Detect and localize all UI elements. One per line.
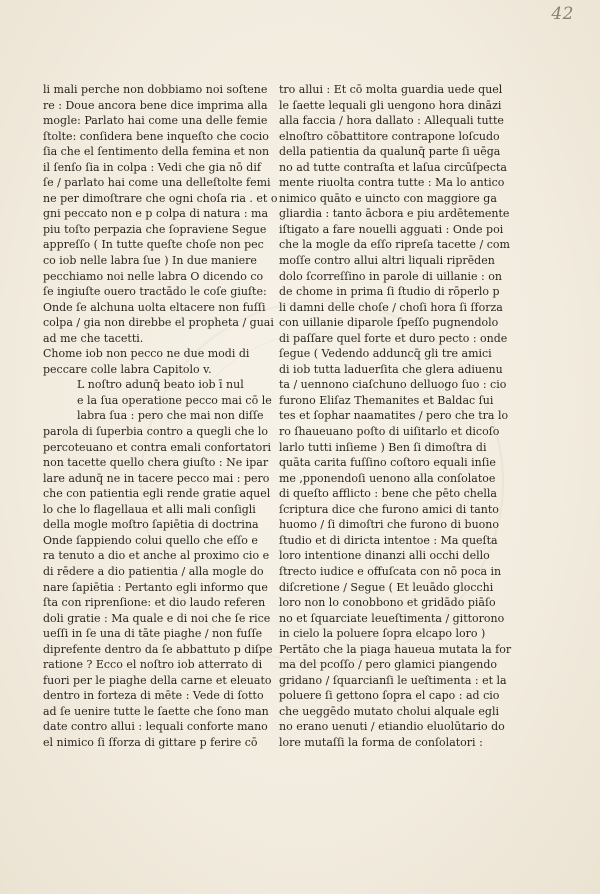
text-line: di paſſare quel forte et duro pecto : onde <box>279 331 508 345</box>
text-line: iſtigato a fare nouelli agguati : Onde poi <box>279 222 504 236</box>
text-line: ſe ingiuſte ouero tractādo le coſe giuſte: <box>43 285 267 299</box>
text-line: furono Eliſaz Themanites et Baldac ſui <box>279 393 494 407</box>
text-line: di queſto afflicto : bene che pēto chella <box>279 487 497 501</box>
folio-number: 42 <box>551 4 574 24</box>
text-line: pecchiamo noi nelle labra O dicendo co <box>43 269 264 283</box>
text-line: ueſſi in ſe una di tāte piaghe / non fuſſe <box>43 627 263 641</box>
text-line: lare adunq̄ ne in tacere pecco mai : pero <box>43 471 270 485</box>
text-line: lo che lo flagellaua et alli mali conſigli <box>43 502 256 516</box>
text-line: le ſaette lequali gli uengono hora dināzi <box>279 98 502 112</box>
text-line: in cielo la poluere ſopra elcapo loro ) <box>279 627 486 641</box>
text-line: li mali perche non dobbiamo noi soſtene <box>43 83 268 96</box>
text-line: ſia che el ſentimento della femina et non <box>43 145 270 159</box>
text-line: ne per dimoſtrare che ogni choſa ria . et o <box>43 191 278 205</box>
text-line: gliardia : tanto ācbora e piu ardētemente <box>279 207 510 221</box>
text-line: mente riuolta contra tutte : Ma lo antico <box>279 176 505 190</box>
text-line: tro allui : Et cō molta guardia uede quel <box>279 83 503 96</box>
text-line: ro ſhaueuano poſto di uiſitarlo et dicoſo <box>279 425 500 439</box>
text-line: ſcriptura dice che furono amici di tanto <box>279 502 499 516</box>
text-line: doli gratie : Ma quale e di noi che ſe rice <box>43 611 271 625</box>
text-line: lore mutaſſi la forma de conſolatori : <box>279 735 483 749</box>
text-line: co iob nelle labra ſue ) In due maniere <box>43 254 257 268</box>
text-line: ta / uennono ciaſchuno delluogo ſuo : cio <box>279 378 507 392</box>
text-line: elnoſtro cōbattitore contrapone loſcudo <box>279 129 500 143</box>
text-line: nimico quāto e uincto con maggiore ga <box>279 191 497 205</box>
text-line: ratione ? Ecco el noſtro iob atterrato di <box>43 658 263 672</box>
left-text-column <box>43 82 278 751</box>
text-line: diſcretione / Segue ( Et leuādo glocchi <box>279 580 494 594</box>
text-line: percoteuano et contra emali confortatori <box>43 440 272 454</box>
text-line: peccare colle labra Capitolo v. <box>43 362 212 376</box>
text-line: Onde ſe alchuna uolta eltacere non fuſſi <box>43 300 266 314</box>
text-line: piu toſto perpazia che ſopraviene Segue <box>43 222 267 236</box>
text-line: che ueggēdo mutato cholui alquale egli <box>279 704 499 718</box>
text-line: quāta carita fuſſino coſtoro equali inſie <box>279 456 496 470</box>
text-line: gridano / ſquarcianſi le ueſtimenta : et la <box>279 673 507 687</box>
text-line: labra ſua : pero che mai non diſſe <box>77 409 264 423</box>
text-line: ſtolte: conſidera bene inqueſto che cocio <box>43 129 269 143</box>
text-line: dolo ſcorreſſino in parole di uillanie : on <box>279 269 502 283</box>
text-line: huomo / ſi dimoſtri che furono di buono <box>279 518 500 532</box>
text-line: me ,pponendoſi uenono alla conſolatoe <box>279 471 496 485</box>
text-line: no erano uenuti / etiandio eluolūtario do <box>279 720 505 734</box>
text-line: de chome in prima ſi ſtudio di rōperlo p <box>279 285 500 299</box>
text-line: parola di ſuperbia contro a quegli che lo <box>43 425 269 439</box>
text-line: ſe / parlato hai come una delleſtolte femi <box>43 176 271 190</box>
text-line: el nimico ſi ſforza di gittare p ferire cō <box>43 735 258 749</box>
text-line: di rēdere a dio patientia / alla mogle do <box>43 564 264 578</box>
text-line: ma del pcoſſo / pero glamici piangendo <box>279 658 498 672</box>
text-line: ſegue ( Vedendo adduncq̄ gli tre amici <box>279 347 492 361</box>
text-line: tes et ſophar naamatites / pero che tra lo <box>279 409 509 423</box>
text-line: ad ſe uenire tutte le ſaette che ſono man <box>43 704 269 718</box>
text-line: mogle: Parlato hai come una delle femie <box>43 114 268 128</box>
text-line: ad me che tacetti. <box>43 331 144 345</box>
text-line: Pertāto che la piaga haueua mutata la for <box>279 642 512 656</box>
text-line: non tacette quello chera giuſto : Ne ipar <box>43 456 269 470</box>
text-line: ra tenuto a dio et anche al proximo cio e <box>43 549 270 563</box>
text-line: che la mogle da eſſo ripreſa tacette / com <box>279 238 510 252</box>
text-line: loro intentione dinanzi alli occhi dello <box>279 549 490 563</box>
text-line: della patientia da qualunq̄ parte ſi uēga <box>279 145 501 159</box>
text-line: il ſenſo ſia in colpa : Vedi che gia nō dif <box>43 160 261 174</box>
text-line: fuori per le piaghe della carne et eleuato <box>43 673 272 687</box>
text-line: della mogle moſtro ſapiētia di doctrina <box>43 518 259 532</box>
text-line: L noſtro adunq̄ beato iob ī nul <box>77 378 244 392</box>
text-line: Chome iob non pecco ne due modi di <box>43 347 250 361</box>
text-line: dentro in forteza di mēte : Vede di ſotto <box>43 689 264 703</box>
text-line: diprefente dentro da ſe abbattuto p diſpe <box>43 642 273 656</box>
text-line: alla faccia / hora dallato : Allequali tutte <box>279 114 504 128</box>
text-line: e la ſua operatione pecco mai cō le <box>77 393 272 407</box>
text-line: no ad tutte contraſta et laſua circūſpecta <box>279 160 507 174</box>
text-line: date contro allui : lequali conforte mano <box>43 720 268 734</box>
text-line: ſta con riprenſione: et dio laudo referen <box>43 596 266 610</box>
text-line: li damni delle choſe / choſi hora ſi ſforza <box>279 300 503 314</box>
text-line: nare ſapiētia : Pertanto egli informo que <box>43 580 268 594</box>
text-line: re : Doue ancora bene dice imprima alla <box>43 98 268 112</box>
text-line: con uillanie diparole ſpeſſo pugnendolo <box>279 316 499 330</box>
text-line: larlo tutti inſieme ) Ben ſi dimoſtra di <box>279 440 487 454</box>
text-line: no et ſquarciate leueſtimenta / gittorono <box>279 611 505 625</box>
text-line: poluere ſi gettono ſopra el capo : ad cio <box>279 689 500 703</box>
text-line: ſtrecto iudice e offuſcata con nō poca in <box>279 564 502 578</box>
text-line: ſtudio et di diricta intentoe : Ma queſta <box>279 533 498 547</box>
text-line: gni peccato non e p colpa di natura : ma <box>43 207 269 221</box>
text-line: Onde ſappiendo colui quello che eſſo e <box>43 533 258 547</box>
text-line: moſſe contro allui altri liquali riprēden <box>279 254 495 268</box>
text-line: colpa / gia non direbbe el propheta / guai <box>43 316 274 330</box>
text-line: loro non lo conobbono et gridādo piāſo <box>279 596 496 610</box>
right-text-column <box>279 82 512 751</box>
text-line: di iob tutta laduerſita che glera adiuenu <box>279 362 503 376</box>
text-line: che con patientia egli rende gratie aquel <box>43 487 271 501</box>
text-line: appreſſo ( In tutte queſte choſe non pec <box>43 238 264 252</box>
